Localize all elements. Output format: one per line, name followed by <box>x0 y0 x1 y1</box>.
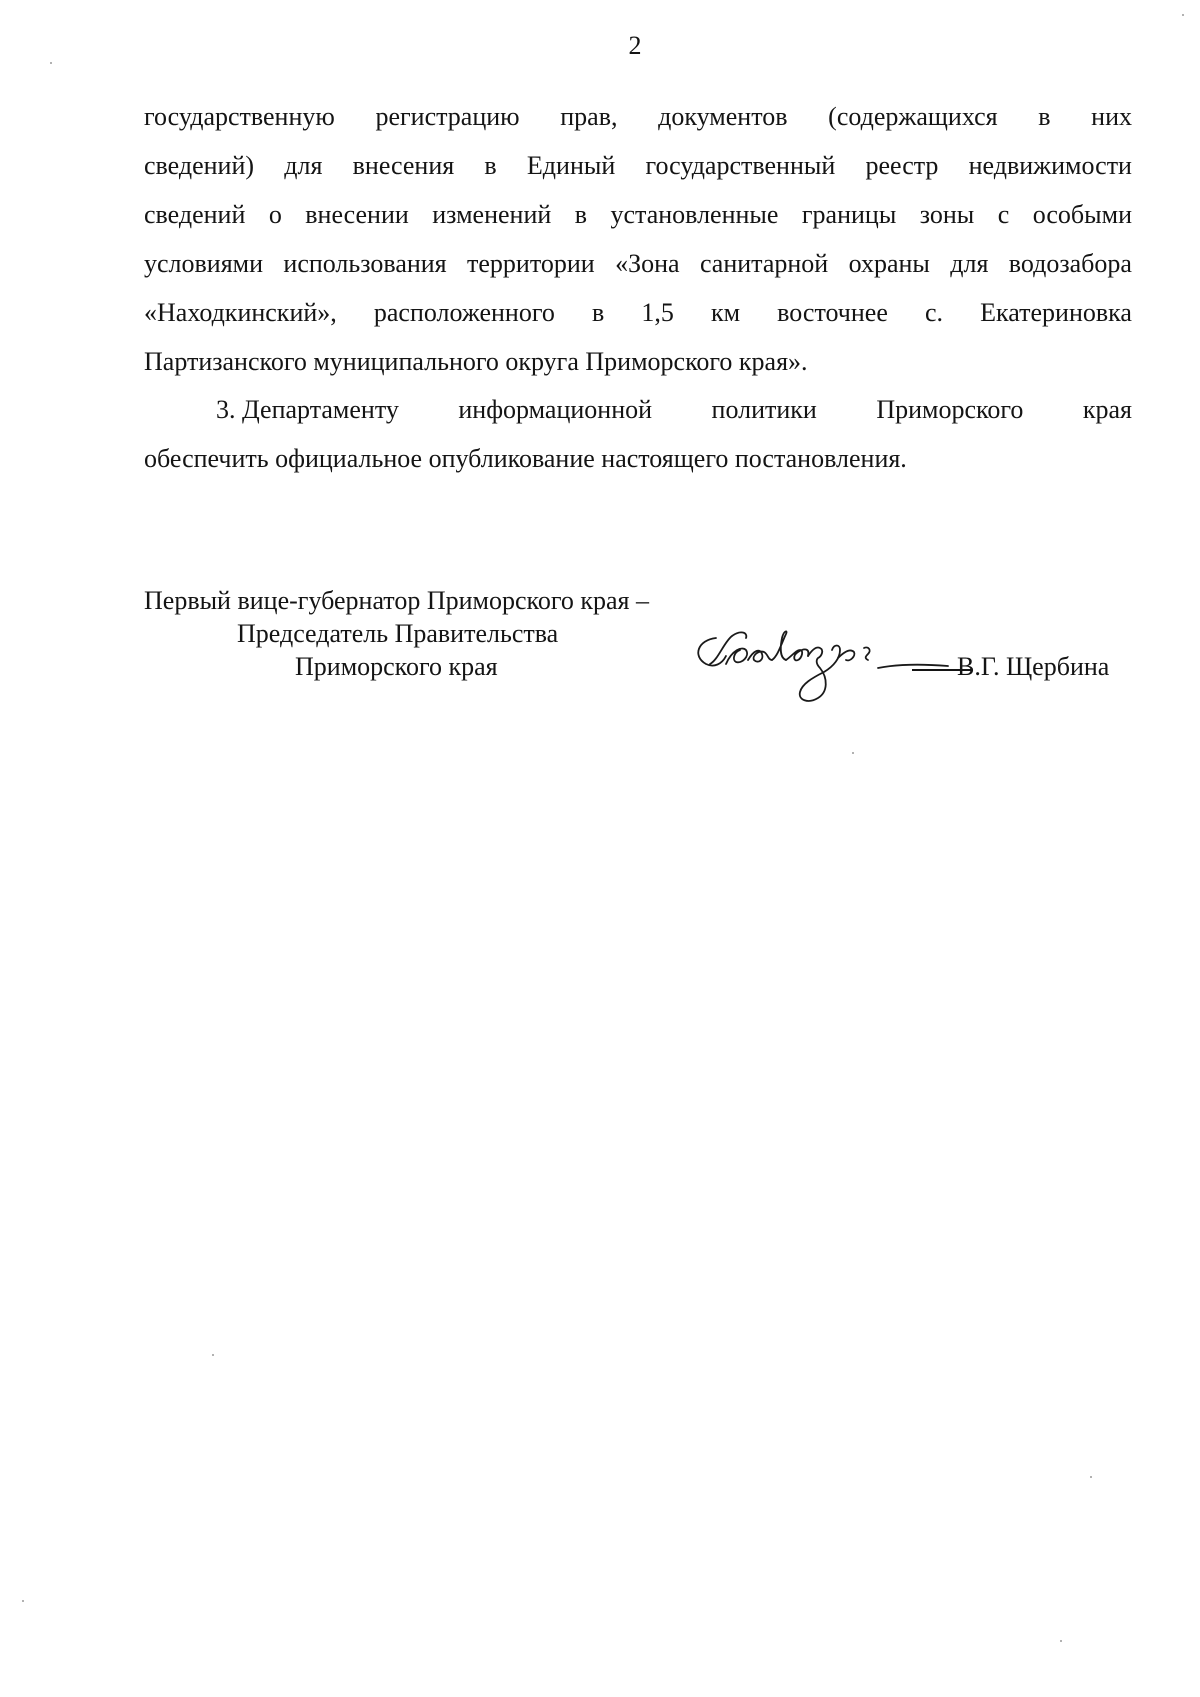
text-line: сведений о внесении изменений в установленные границы зоны с особыми <box>144 200 1132 229</box>
paragraph-3 <box>144 385 1132 483</box>
scan-speck <box>212 1354 214 1356</box>
page-number: 2 <box>628 31 642 60</box>
signatory-position <box>144 584 649 683</box>
text-line: Партизанского муниципального округа Приморского края». <box>144 347 808 376</box>
text-line: «Находкинский», расположенного в 1,5 км восточнее с. Екатериновка <box>144 298 1132 327</box>
position-line: Первый вице-губернатор Приморского края – <box>144 586 649 615</box>
position-line: Председатель Правительства <box>237 619 559 648</box>
text-line: 3. Департаменту информационной политики Приморского края <box>216 395 1132 424</box>
scan-speck <box>50 62 52 64</box>
position-line: Приморского края <box>295 652 498 681</box>
scan-speck <box>852 752 854 754</box>
paragraph-continuation <box>144 92 1132 386</box>
scan-speck <box>1090 1476 1092 1478</box>
text-line: обеспечить официальное опубликование настоящего постановления. <box>144 444 907 473</box>
text-line: сведений) для внесения в Единый государственный реестр недвижимости <box>144 151 1132 180</box>
scan-speck <box>1060 1640 1062 1642</box>
text-line: условиями использования территории «Зона санитарной охраны для водозабора <box>144 249 1132 278</box>
scan-speck <box>22 1600 24 1602</box>
text-line: государственную регистрацию прав, документов (содержащихся в них <box>144 102 1132 131</box>
scan-speck <box>1182 14 1184 16</box>
signatory-name: В.Г. Щербина <box>957 652 1110 681</box>
